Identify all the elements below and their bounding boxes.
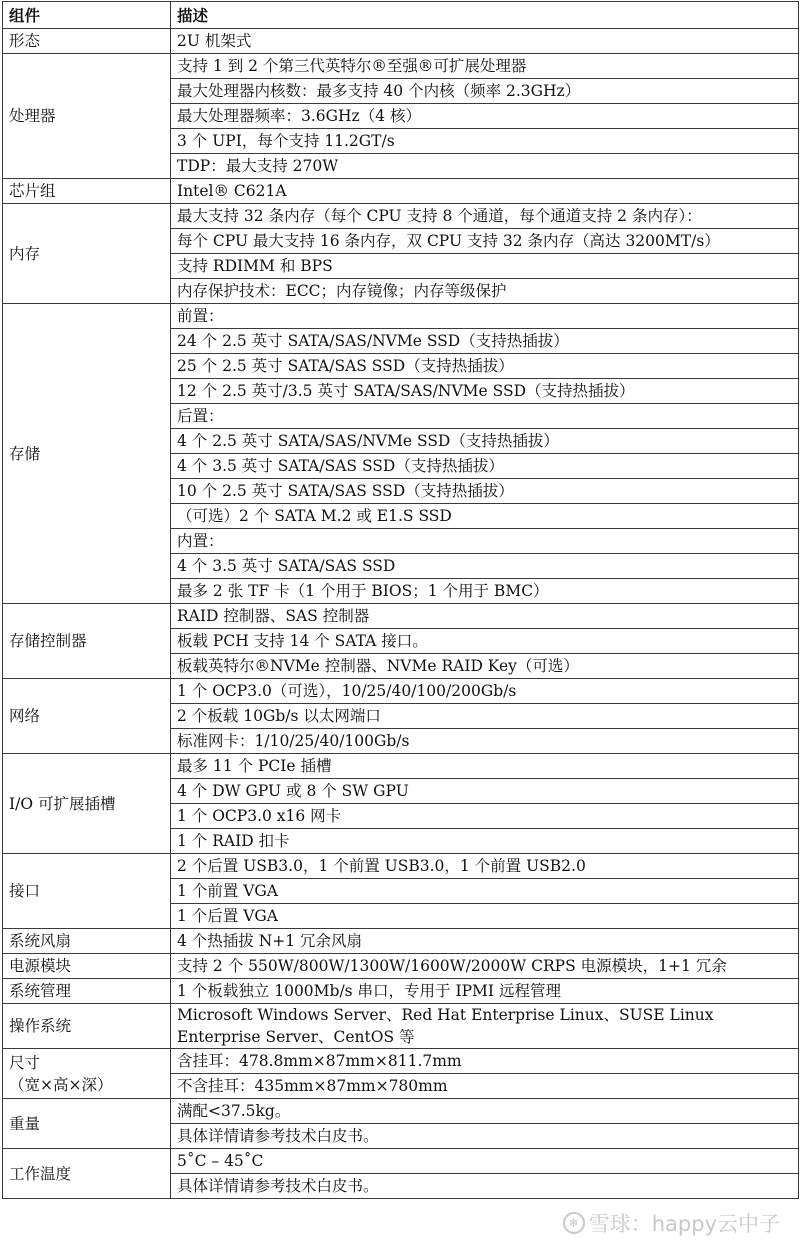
table-row — [3, 979, 799, 1004]
table-row — [3, 304, 799, 329]
description-cell: 3 个 UPI，每个支持 11.2GT/s — [171, 129, 799, 154]
description-cell: 含挂耳：478.8mm×87mm×811.7mm — [171, 1049, 799, 1074]
component-cell: 内存 — [3, 204, 171, 304]
watermark-text: 雪球：happy云中子 — [588, 1212, 780, 1236]
description-cell: 1 个 OCP3.0（可选），10/25/40/100/200Gb/s — [171, 679, 799, 704]
description-cell: 内存保护技术：ECC；内存镜像；内存等级保护 — [171, 279, 799, 304]
component-cell: 系统管理 — [3, 979, 171, 1004]
description-cell: 后置： — [171, 404, 799, 429]
description-cell: 10 个 2.5 英寸 SATA/SAS SSD（支持热插拔） — [171, 479, 799, 504]
component-cell: 处理器 — [3, 54, 171, 179]
table-row — [3, 54, 799, 79]
description-cell: 具体详情请参考技术白皮书。 — [171, 1124, 799, 1149]
snowball-logo-icon: ❄ — [563, 1212, 585, 1234]
component-cell: 存储控制器 — [3, 604, 171, 679]
description-cell: 25 个 2.5 英寸 SATA/SAS SSD（支持热插拔） — [171, 354, 799, 379]
description-cell: 每个 CPU 最大支持 16 条内存，双 CPU 支持 32 条内存（高达 3200MT/s） — [171, 229, 799, 254]
description-cell: 1 个 RAID 扣卡 — [171, 829, 799, 854]
component-cell: 接口 — [3, 854, 171, 929]
table-row — [3, 604, 799, 629]
description-cell: 具体详情请参考技术白皮书。 — [171, 1174, 799, 1199]
header-component: 组件 — [3, 2, 171, 29]
component-cell: 重量 — [3, 1099, 171, 1149]
description-cell: TDP：最大支持 270W — [171, 154, 799, 179]
description-cell: 4 个 2.5 英寸 SATA/SAS/NVMe SSD（支持热插拔） — [171, 429, 799, 454]
description-cell: 4 个 3.5 英寸 SATA/SAS SSD（支持热插拔） — [171, 454, 799, 479]
description-cell: Microsoft Windows Server、Red Hat Enterprise Linux、SUSE Linux Enterprise Server、CentOS 等 — [171, 1004, 799, 1049]
description-cell: 2 个后置 USB3.0，1 个前置 USB3.0，1 个前置 USB2.0 — [171, 854, 799, 879]
header-row — [3, 2, 799, 29]
description-cell: 满配<37.5kg。 — [171, 1099, 799, 1124]
description-cell: 支持 RDIMM 和 BPS — [171, 254, 799, 279]
component-cell: 电源模块 — [3, 954, 171, 979]
table-row — [3, 929, 799, 954]
component-cell: 尺寸 （宽×高×深） — [3, 1049, 171, 1099]
description-cell: 5˚C – 45˚C — [171, 1149, 799, 1174]
component-cell: 形态 — [3, 29, 171, 54]
description-cell: Intel® C621A — [171, 179, 799, 204]
description-cell: 1 个 OCP3.0 x16 网卡 — [171, 804, 799, 829]
description-cell: 最大处理器频率：3.6GHz（4 核） — [171, 104, 799, 129]
table-row — [3, 179, 799, 204]
description-cell: 板载 PCH 支持 14 个 SATA 接口。 — [171, 629, 799, 654]
description-cell: 4 个 3.5 英寸 SATA/SAS SSD — [171, 554, 799, 579]
table-row — [3, 679, 799, 704]
component-cell: 网络 — [3, 679, 171, 754]
description-cell: 支持 1 到 2 个第三代英特尔®至强®可扩展处理器 — [171, 54, 799, 79]
component-cell: 操作系统 — [3, 1004, 171, 1049]
table-row — [3, 1049, 799, 1074]
description-cell: 2 个板载 10Gb/s 以太网端口 — [171, 704, 799, 729]
description-cell: 12 个 2.5 英寸/3.5 英寸 SATA/SAS/NVMe SSD（支持热插拔） — [171, 379, 799, 404]
table-row — [3, 954, 799, 979]
description-cell: 最大支持 32 条内存（每个 CPU 支持 8 个通道，每个通道支持 2 条内存）： — [171, 204, 799, 229]
spec-table — [2, 1, 799, 1199]
table-row — [3, 29, 799, 54]
description-cell: 最多 2 张 TF 卡（1 个用于 BIOS；1 个用于 BMC） — [171, 579, 799, 604]
watermark — [563, 1208, 780, 1238]
description-cell: （可选）2 个 SATA M.2 或 E1.S SSD — [171, 504, 799, 529]
description-cell: 1 个板载独立 1000Mb/s 串口，专用于 IPMI 远程管理 — [171, 979, 799, 1004]
table-row — [3, 204, 799, 229]
table-row — [3, 1149, 799, 1174]
table-row — [3, 754, 799, 779]
table-row — [3, 854, 799, 879]
description-cell: RAID 控制器、SAS 控制器 — [171, 604, 799, 629]
description-cell: 标准网卡：1/10/25/40/100Gb/s — [171, 729, 799, 754]
description-cell: 1 个后置 VGA — [171, 904, 799, 929]
description-cell: 4 个热插拔 N+1 冗余风扇 — [171, 929, 799, 954]
spec-body — [3, 29, 799, 1199]
description-cell: 1 个前置 VGA — [171, 879, 799, 904]
description-cell: 4 个 DW GPU 或 8 个 SW GPU — [171, 779, 799, 804]
description-cell: 最多 11 个 PCIe 插槽 — [171, 754, 799, 779]
component-cell: 工作温度 — [3, 1149, 171, 1199]
header-description: 描述 — [171, 2, 799, 29]
description-cell: 最大处理器内核数：最多支持 40 个内核（频率 2.3GHz） — [171, 79, 799, 104]
description-cell: 2U 机架式 — [171, 29, 799, 54]
component-cell: I/O 可扩展插槽 — [3, 754, 171, 854]
table-row — [3, 1004, 799, 1049]
description-cell: 前置： — [171, 304, 799, 329]
component-cell: 芯片组 — [3, 179, 171, 204]
component-cell: 系统风扇 — [3, 929, 171, 954]
component-cell: 存储 — [3, 304, 171, 604]
description-cell: 不含挂耳：435mm×87mm×780mm — [171, 1074, 799, 1099]
description-cell: 24 个 2.5 英寸 SATA/SAS/NVMe SSD（支持热插拔） — [171, 329, 799, 354]
description-cell: 支持 2 个 550W/800W/1300W/1600W/2000W CRPS 电源模块，1+1 冗余 — [171, 954, 799, 979]
description-cell: 内置： — [171, 529, 799, 554]
table-row — [3, 1099, 799, 1124]
description-cell: 板载英特尔®NVMe 控制器、NVMe RAID Key（可选） — [171, 654, 799, 679]
